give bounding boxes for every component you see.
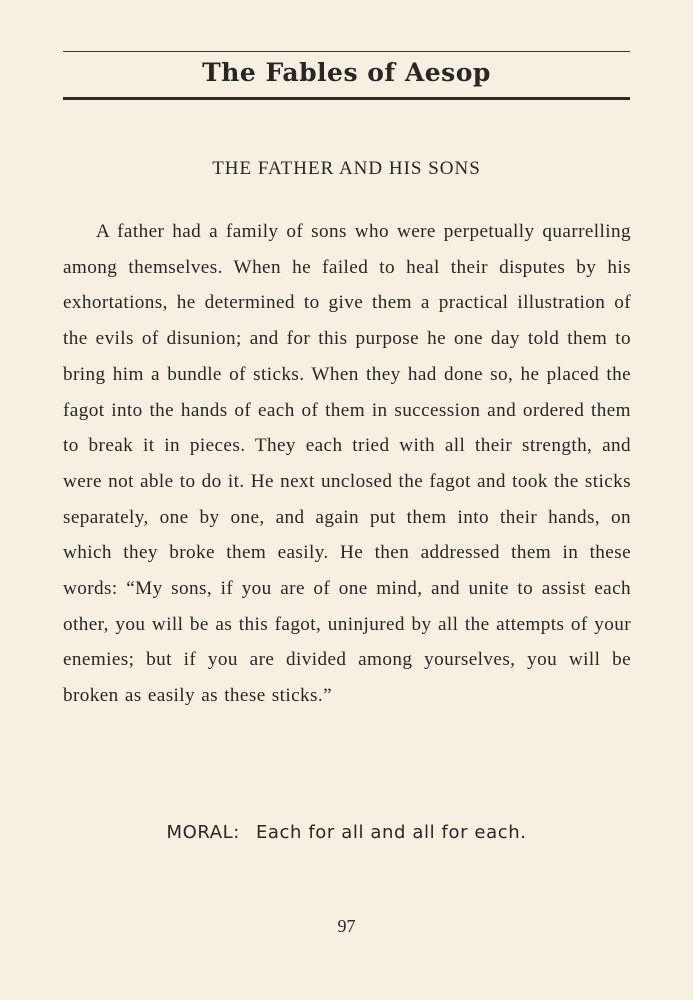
fable-body-text: A father had a family of sons who were perpetually quarrelling among themselves. When he failed to heal their disputes by his exhortations, he determined to give them a practical illustration of the evils of disunion; and for this purpose he one day told them to bring him a bundle of sticks. When they had done so, he placed the fagot into the hands of each of them in succession and ordered them to break it in pieces. They each tried with all their strength, and were not able to do it. He next unclosed the fagot and took the sticks separately, one by one, and again put them into their hands, on which they broke them easily. He then addressed them in these words: “My sons, if you are of one mind, and unite to assist each other, you will be as this fagot, uninjured by all the attempts of your enemies; but if you are divided among yourselves, you will be broken as easily as these sticks.” bbox=[63, 221, 631, 707]
running-head: The Fables of Aesop bbox=[202, 58, 491, 87]
moral-text: Each for all and all for each. bbox=[255, 822, 527, 843]
moral-label: MORAL: bbox=[166, 822, 240, 843]
moral-line bbox=[63, 822, 630, 843]
header-top-rule bbox=[63, 51, 630, 52]
page-number: 97 bbox=[337, 916, 356, 936]
fable-title: THE FATHER AND HIS SONS bbox=[212, 158, 481, 179]
header-bottom-rule bbox=[63, 97, 630, 100]
